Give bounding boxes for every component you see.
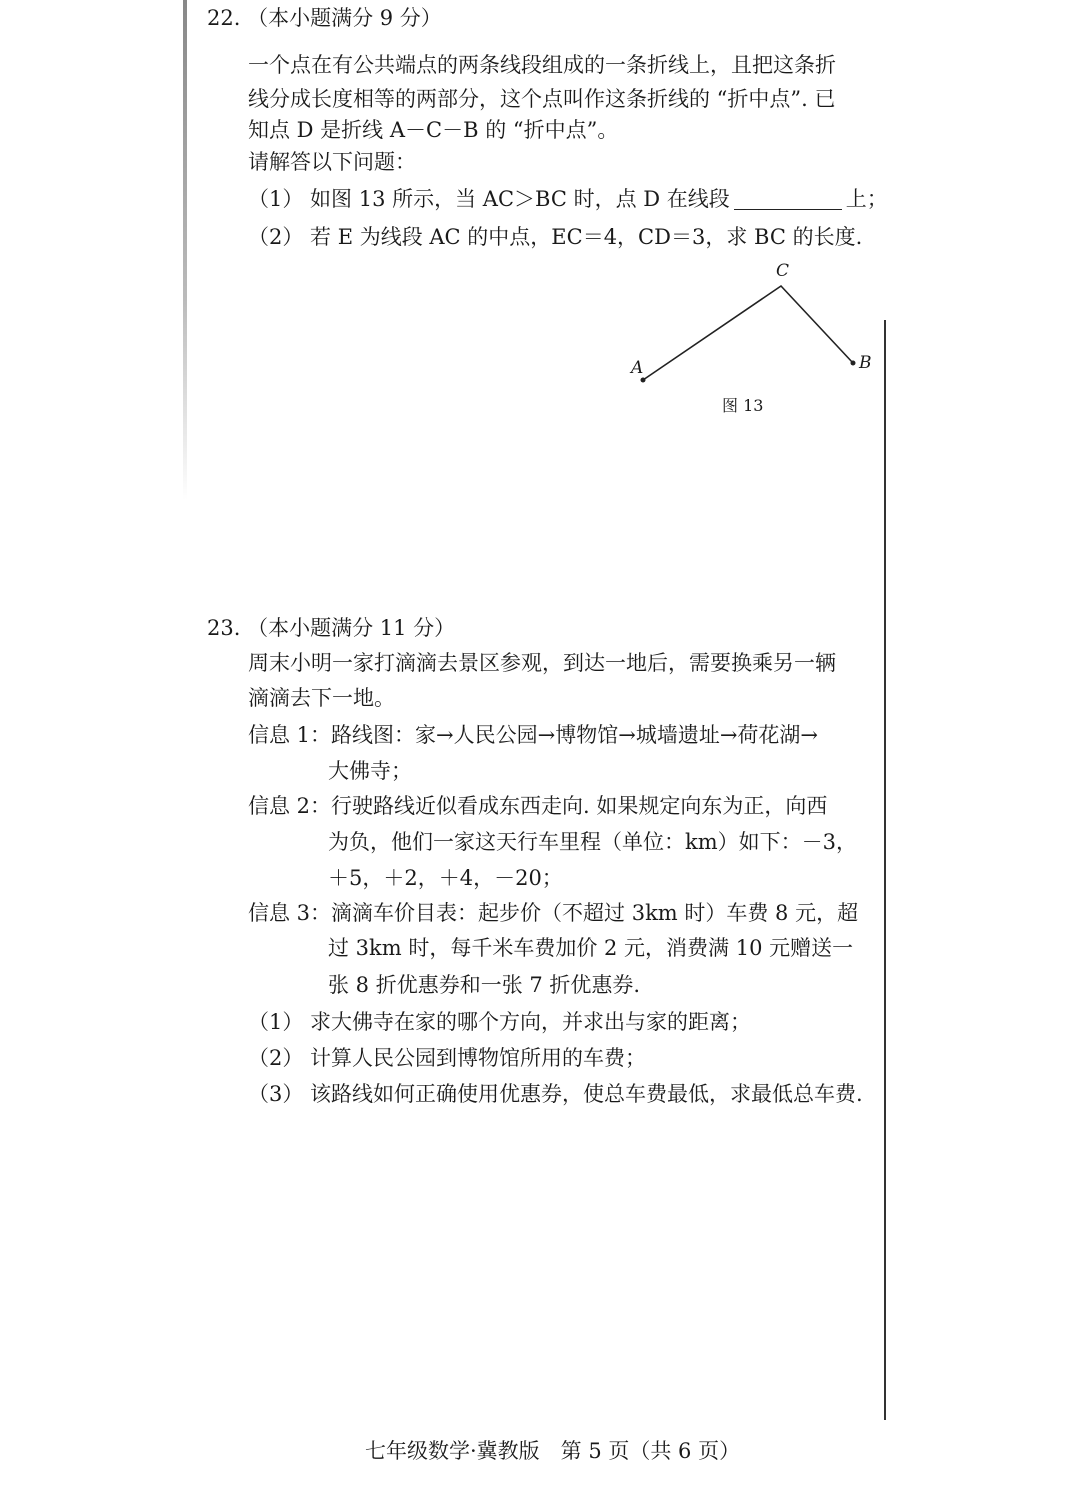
point-b <box>851 361 856 366</box>
figure-caption: 图 13 <box>722 396 764 415</box>
info-2-cont: 为负，他们一家这天行车里程（单位：km）如下：－3， <box>328 830 857 854</box>
info-3-cont: 张 8 折优惠券和一张 7 折优惠券. <box>328 973 641 997</box>
sub-question-1: （1） 求大佛寺在家的哪个方向，并求出与家的距离； <box>248 1010 752 1034</box>
point-a <box>641 378 646 383</box>
info-3-cont: 过 3km 时，每千米车费加价 2 元，消费满 10 元赠送一 <box>328 936 854 960</box>
info-2-cont: ＋5，＋2，＋4，－20； <box>328 866 563 890</box>
info-3: 信息 3：滴滴车价目表：起步价（不超过 3km 时）车费 8 元，超 <box>248 901 859 925</box>
polyline-acb <box>643 286 853 380</box>
sub-question-3: （3） 该路线如何正确使用优惠券，使总车费最低，求最低总车费. <box>248 1082 863 1106</box>
info-1-cont: 大佛寺； <box>328 759 412 783</box>
question-text: 一个点在有公共端点的两条线段组成的一条折线上，且把这条折 <box>248 53 836 77</box>
label-a: A <box>631 358 644 378</box>
question-header: 22. （本小题满分 9 分） <box>207 6 442 30</box>
question-text: 线分成长度相等的两部分，这个点叫作这条折线的 “折中点”. 已 <box>248 87 836 111</box>
label-c: C <box>776 261 790 281</box>
sub-question-text: （1） 如图 13 所示，当 AC＞BC 时，点 D 在线段 <box>248 187 730 211</box>
sub-question-text: 上； <box>845 187 888 211</box>
question-text: 请解答以下问题： <box>248 150 416 174</box>
question-header: 23. （本小题满分 11 分） <box>207 616 456 640</box>
question-text: 滴滴去下一地。 <box>248 686 395 710</box>
info-1: 信息 1：路线图：家→人民公园→博物馆→城墙遗址→荷花湖→ <box>248 723 819 747</box>
question-text: 知点 D 是折线 A－C－B 的 “折中点”。 <box>248 118 619 142</box>
sub-question-2: （2） 计算人民公园到博物馆所用的车费； <box>248 1046 647 1070</box>
sub-question-2: （2） 若 E 为线段 AC 的中点，EC＝4，CD＝3，求 BC 的长度. <box>248 225 863 249</box>
page-footer: 七年级数学·冀教版 第 5 页（共 6 页） <box>365 1439 741 1463</box>
page-border-right <box>884 320 886 1420</box>
info-2: 信息 2：行驶路线近似看成东西走向. 如果规定向东为正，向西 <box>248 794 828 818</box>
question-text: 周末小明一家打滴滴去景区参观，到达一地后，需要换乘另一辆 <box>248 651 836 675</box>
figure-13 <box>0 0 1080 430</box>
label-b: B <box>859 353 872 373</box>
